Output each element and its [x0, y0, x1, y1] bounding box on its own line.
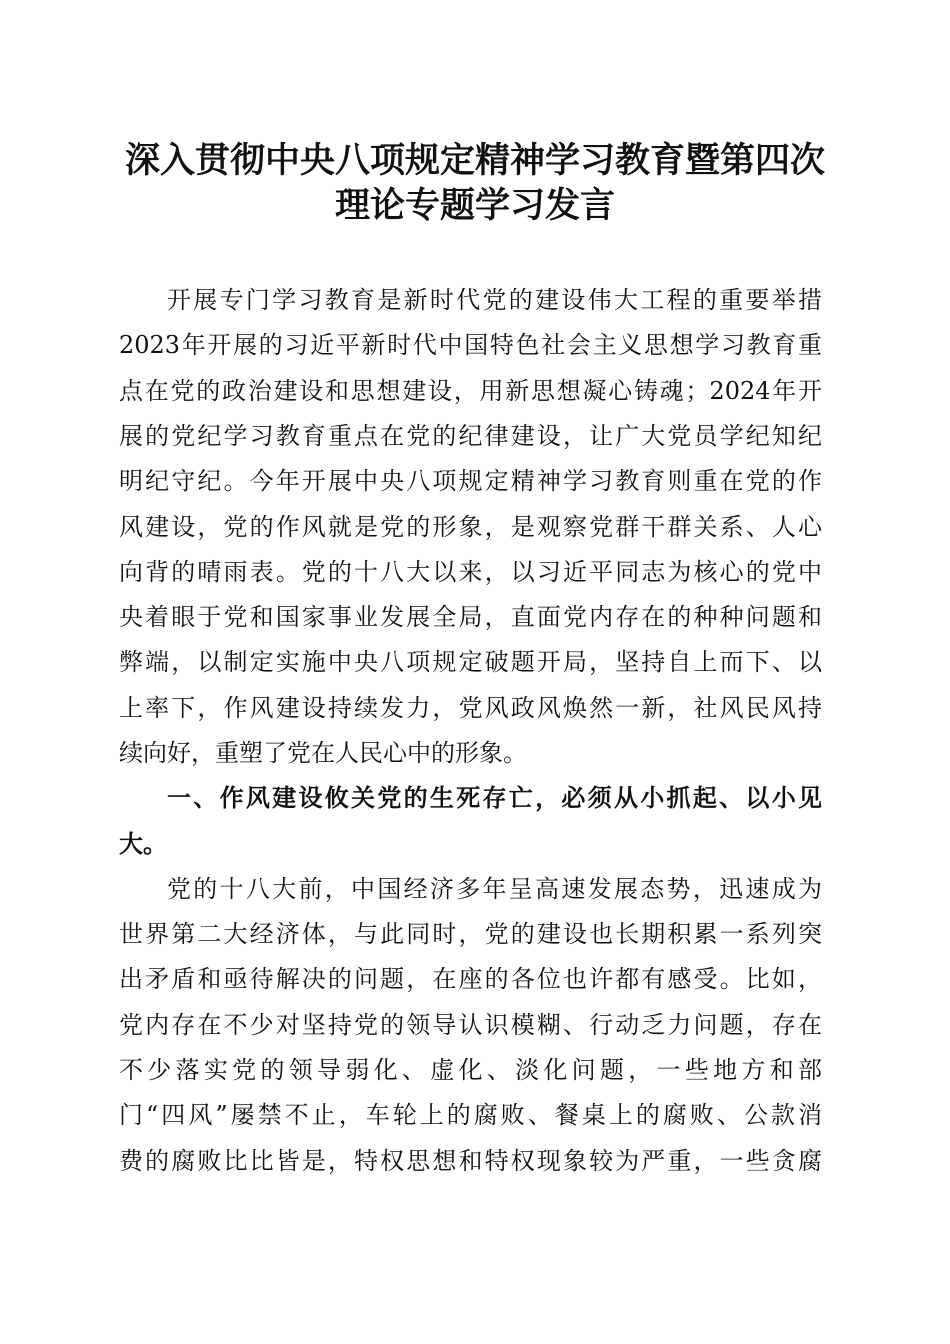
paragraph-line: 不少落实党的领导弱化、虚化、淡化问题，一些地方和部 — [119, 1056, 822, 1084]
paragraph-line: 世界第二大经济体，与此同时，党的建设也长期积累一系列突 — [119, 920, 822, 948]
title-line-1: 深入贯彻中央八项规定精神学习教育暨第四次 — [124, 140, 825, 181]
paragraph-line: 费的腐败比比皆是，特权思想和特权现象较为严重，一些贪腐 — [119, 1147, 822, 1175]
paragraph-line: 央着眼于党和国家事业发展全局，直面党内存在的种种问题和 — [119, 603, 822, 631]
paragraph-line: 党内存在不少对坚持党的领导认识模糊、行动乏力问题，存在 — [119, 1011, 822, 1039]
paragraph-line: 展的党纪学习教育重点在党的纪律建设，让广大党员学纪知纪 — [119, 422, 822, 450]
paragraph-line: 续向好，重塑了党在人民心中的形象。 — [119, 739, 527, 767]
paragraph-line: 弊端，以制定实施中央八项规定破题开局，坚持自上而下、以 — [119, 648, 822, 676]
paragraph-line: 点在党的政治建设和思想建设，用新思想凝心铸魂；2024年开 — [119, 377, 822, 405]
paragraph-line: 党的十八大前，中国经济多年呈高速发展态势，迅速成为 — [167, 875, 822, 903]
section-heading-line: 大。 — [119, 830, 167, 858]
paragraph-line: 出矛盾和亟待解决的问题，在座的各位也许都有感受。比如， — [119, 965, 822, 993]
paragraph-line: 开展专门学习教育是新时代党的建设伟大工程的重要举措 — [167, 286, 822, 314]
section-heading-line: 一、作风建设攸关党的生死存亡，必须从小抓起、以小见 — [167, 784, 822, 812]
paragraph-line: 风建设，党的作风就是党的形象，是观察党群干群关系、人心 — [119, 513, 822, 541]
paragraph-line: 明纪守纪。今年开展中央八项规定精神学习教育则重在党的作 — [119, 467, 822, 495]
paragraph-line: 向背的晴雨表。党的十八大以来，以习近平同志为核心的党中 — [119, 558, 822, 586]
title-line-2: 理论专题学习发言 — [334, 185, 615, 226]
paragraph-line: 门“四风”屡禁不止，车轮上的腐败、餐桌上的腐败、公款消 — [119, 1101, 822, 1129]
paragraph-line: 2023年开展的习近平新时代中国特色社会主义思想学习教育重 — [119, 331, 822, 359]
paragraph-line: 上率下，作风建设持续发力，党风政风焕然一新，社风民风持 — [119, 694, 822, 722]
